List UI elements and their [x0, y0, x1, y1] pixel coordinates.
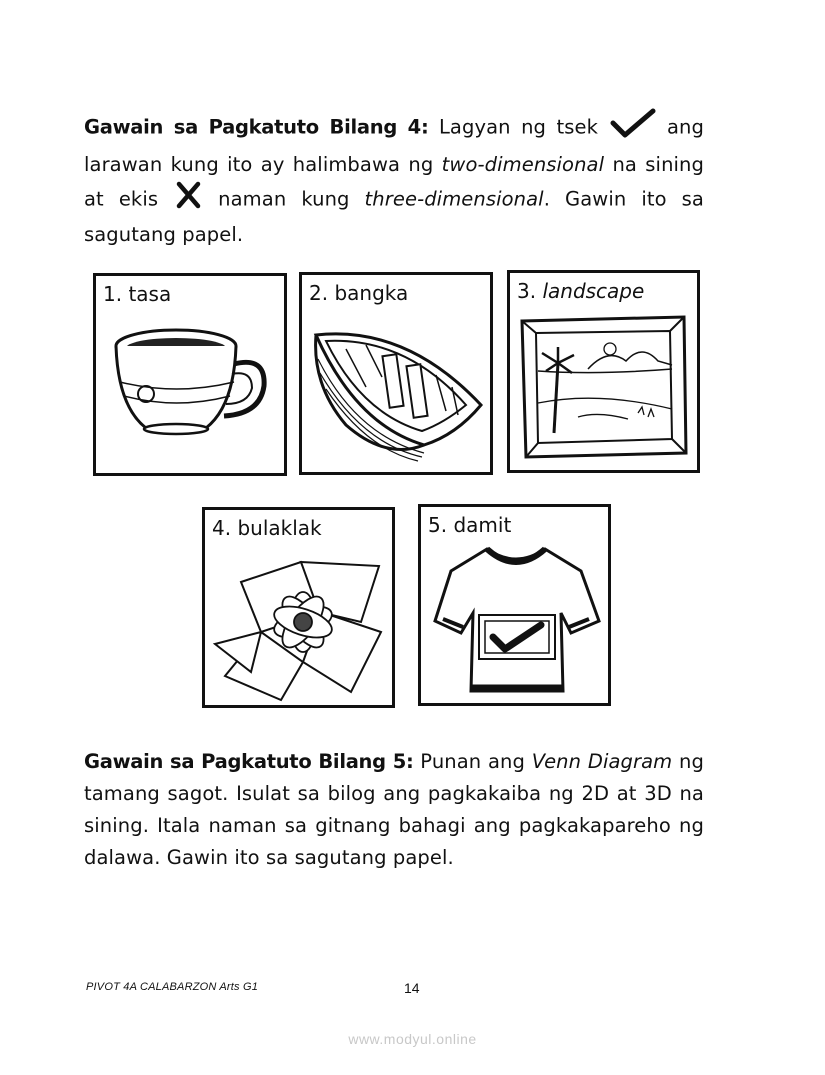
landscape-painting-icon: [518, 313, 690, 463]
paper-flower-icon: [211, 552, 391, 702]
item-card-landscape: [507, 270, 700, 473]
item-card-bangka: [299, 272, 493, 475]
activity-4-text: naman kung: [203, 187, 365, 211]
activity-5-text: ng tamang sagot. Isulat sa bilog ang pagkakaiba ng 2D at 3D na sining. Itala naman sa gitnang bahagi ang pagkakapareho ng dalawa. Gawin ito sa sagutang papel.: [84, 750, 704, 869]
item-label: 4. bulaklak: [212, 516, 322, 540]
activity-5-heading: Gawain sa Pagkatuto Bilang 5:: [84, 750, 414, 773]
activity-4-text: . Gawin ito sa sagutang papel.: [84, 187, 704, 246]
term-venn-diagram: Venn Diagram: [531, 750, 673, 773]
activity-4-text: Lagyan ng tsek: [428, 115, 609, 139]
activity-4-instructions: [84, 107, 704, 251]
boat-icon: [306, 315, 490, 465]
item-label: 3. landscape: [517, 279, 645, 303]
check-icon: [609, 107, 657, 149]
item-card-tasa: [93, 273, 287, 476]
term-three-dimensional: three-dimensional: [364, 187, 544, 211]
shirt-icon: [431, 541, 601, 701]
term-two-dimensional: two-dimensional: [441, 153, 605, 176]
activity-5-instructions: [84, 746, 704, 874]
page-number: 14: [404, 980, 420, 996]
x-cross-icon: [173, 181, 203, 219]
activity-4-text: na sining at ekis: [84, 153, 704, 211]
watermark: www.modyul.online: [348, 1031, 477, 1047]
activity-5-text: Punan ang: [413, 750, 532, 773]
item-label: 1. tasa: [103, 282, 172, 306]
cup-icon: [106, 316, 276, 456]
item-label: 2. bangka: [309, 281, 409, 305]
item-card-bulaklak: [202, 507, 395, 708]
activity-4-text: ang larawan kung ito ay halimbawa ng: [84, 115, 704, 176]
footer-source: PIVOT 4A CALABARZON Arts G1: [86, 981, 259, 993]
item-label: 5. damit: [428, 513, 512, 537]
item-card-damit: [418, 504, 611, 706]
activity-4-heading: Gawain sa Pagkatuto Bilang 4:: [84, 115, 429, 139]
